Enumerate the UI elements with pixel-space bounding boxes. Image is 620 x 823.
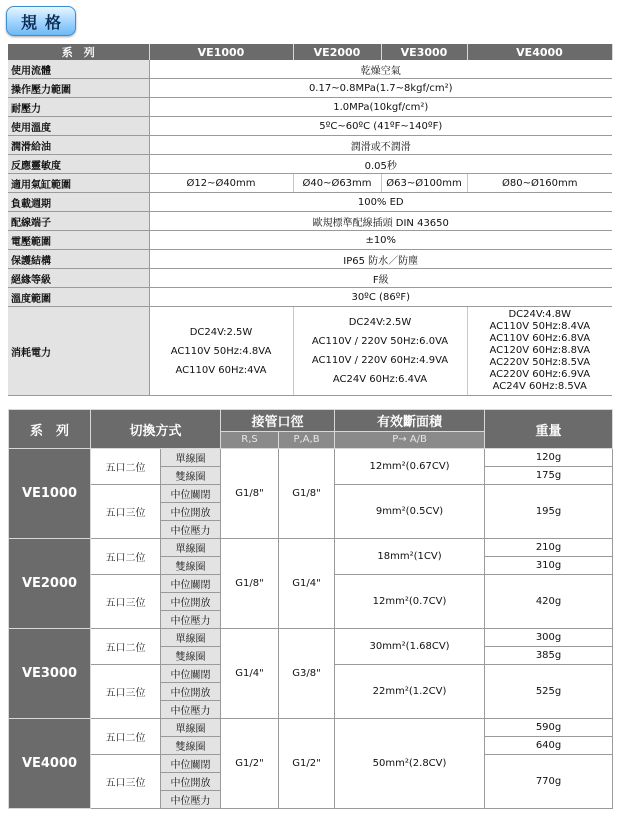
position-two: 五口二位	[91, 629, 161, 665]
weight-single: 210g	[485, 539, 613, 557]
weight-single: 120g	[485, 449, 613, 467]
position-two: 五口二位	[91, 449, 161, 485]
models-header-area-sub: P→ A/B	[335, 431, 485, 448]
spec-table	[8, 44, 613, 396]
coil-single: 單線圈	[161, 449, 221, 467]
model-ve1000: VE1000	[9, 449, 91, 539]
model-ve2000: VE2000	[9, 539, 91, 629]
power-line: AC120V 60Hz:8.8VA	[489, 345, 591, 356]
coil-center-closed: 中位關閉	[161, 665, 221, 683]
value-duty: 100% ED	[149, 193, 612, 212]
power-line: AC24V 60Hz:6.4VA	[332, 374, 428, 385]
coil-double: 雙線圈	[161, 557, 221, 575]
power-line: AC110V / 220V 50Hz:6.0VA	[311, 336, 449, 347]
port-rs: G1/8"	[221, 539, 279, 629]
models-table	[8, 409, 613, 809]
label-fluid: 使用流體	[8, 60, 149, 79]
position-three: 五口三位	[91, 755, 161, 809]
value-cylinder-ve4000: Ø80~Ø160mm	[467, 174, 612, 193]
value-insulation: F級	[149, 269, 612, 288]
power-line: AC220V 50Hz:8.5VA	[489, 357, 591, 368]
label-lube: 潤滑給油	[8, 136, 149, 155]
header-series: 系 列	[8, 44, 149, 60]
value-temprange: 30ºC (86ºF)	[149, 288, 612, 307]
coil-center-pressure: 中位壓力	[161, 521, 221, 539]
power-line: AC110V 60Hz:6.8VA	[489, 333, 591, 344]
label-insulation: 絕緣等級	[8, 269, 149, 288]
models-header-area: 有效斷面積	[335, 410, 485, 432]
models-header-switch: 切換方式	[91, 410, 221, 449]
model-ve4000: VE4000	[9, 719, 91, 809]
power-line: DC24V:2.5W	[189, 326, 253, 338]
weight-double: 385g	[485, 647, 613, 665]
weight-double: 640g	[485, 737, 613, 755]
power-ve4000	[467, 307, 612, 396]
coil-single: 單線圈	[161, 539, 221, 557]
power-line: DC24V:4.8W	[508, 309, 572, 320]
label-response: 反應靈敏度	[8, 155, 149, 174]
area-two: 30mm²(1.68CV)	[335, 629, 485, 665]
coil-center-closed: 中位關閉	[161, 575, 221, 593]
header-ve3000: VE3000	[381, 44, 467, 60]
coil-center-open: 中位開放	[161, 773, 221, 791]
coil-center-pressure: 中位壓力	[161, 701, 221, 719]
port-pab: G1/8"	[279, 449, 335, 539]
weight-three: 770g	[485, 755, 613, 809]
label-proof: 耐壓力	[8, 98, 149, 117]
coil-center-open: 中位開放	[161, 593, 221, 611]
power-line: DC24V:2.5W	[348, 317, 412, 328]
models-header-series: 系 列	[9, 410, 91, 449]
position-two: 五口二位	[91, 539, 161, 575]
port-pab: G1/4"	[279, 539, 335, 629]
coil-double: 雙線圈	[161, 737, 221, 755]
power-ve1000	[149, 307, 293, 396]
port-rs: G1/8"	[221, 449, 279, 539]
weight-single: 300g	[485, 629, 613, 647]
coil-center-pressure: 中位壓力	[161, 791, 221, 809]
weight-three: 195g	[485, 485, 613, 539]
label-protection: 保護結構	[8, 250, 149, 269]
models-header-rs: R,S	[221, 431, 279, 448]
position-three: 五口三位	[91, 485, 161, 539]
label-cylinder: 適用氣缸範圍	[8, 174, 149, 193]
label-pressure: 操作壓力範圍	[8, 79, 149, 98]
position-three: 五口三位	[91, 665, 161, 719]
coil-center-closed: 中位關閉	[161, 485, 221, 503]
value-cylinder-ve3000: Ø63~Ø100mm	[381, 174, 467, 193]
header-ve4000: VE4000	[467, 44, 612, 60]
area-two: 12mm²(0.67CV)	[335, 449, 485, 485]
value-protection: IP65 防水／防塵	[149, 250, 612, 269]
port-rs: G1/4"	[221, 629, 279, 719]
label-voltage: 電壓範圍	[8, 231, 149, 250]
value-proof: 1.0MPa(10kgf/cm²)	[149, 98, 612, 117]
area-all: 50mm²(2.8CV)	[335, 719, 485, 809]
area-three: 9mm²(0.5CV)	[335, 485, 485, 539]
value-cylinder-ve1000: Ø12~Ø40mm	[149, 174, 293, 193]
value-lube: 潤滑或不潤滑	[149, 136, 612, 155]
port-pab: G1/2"	[279, 719, 335, 809]
coil-center-open: 中位開放	[161, 503, 221, 521]
position-three: 五口三位	[91, 575, 161, 629]
coil-center-pressure: 中位壓力	[161, 611, 221, 629]
weight-double: 310g	[485, 557, 613, 575]
value-pressure: 0.17~0.8MPa(1.7~8kgf/cm²)	[149, 79, 612, 98]
coil-single: 單線圈	[161, 719, 221, 737]
position-two: 五口二位	[91, 719, 161, 755]
label-terminal: 配線端子	[8, 212, 149, 231]
weight-three: 420g	[485, 575, 613, 629]
label-temp: 使用溫度	[8, 117, 149, 136]
area-two: 18mm²(1CV)	[335, 539, 485, 575]
value-terminal: 歐規標準配線插頭 DIN 43650	[149, 212, 612, 231]
header-ve2000: VE2000	[293, 44, 381, 60]
coil-center-open: 中位開放	[161, 683, 221, 701]
label-duty: 負載週期	[8, 193, 149, 212]
power-line: AC110V 50Hz:4.8VA	[170, 345, 272, 357]
coil-single: 單線圈	[161, 629, 221, 647]
power-line: AC24V 60Hz:8.5VA	[492, 381, 587, 392]
power-line: AC110V 50Hz:8.4VA	[489, 321, 591, 332]
spec-header-row	[8, 44, 612, 60]
models-header-weight: 重量	[485, 410, 613, 449]
models-header-pab: P,A,B	[279, 431, 335, 448]
coil-double: 雙線圈	[161, 647, 221, 665]
coil-double: 雙線圈	[161, 467, 221, 485]
power-line: AC110V 60Hz:4VA	[175, 364, 267, 376]
power-line: AC110V / 220V 60Hz:4.9VA	[311, 355, 449, 366]
coil-center-closed: 中位關閉	[161, 755, 221, 773]
models-header-port: 接管口徑	[221, 410, 335, 432]
power-line: AC220V 60Hz:6.9VA	[489, 369, 591, 380]
header-ve1000: VE1000	[149, 44, 293, 60]
area-three: 22mm²(1.2CV)	[335, 665, 485, 719]
label-temprange: 溫度範圍	[8, 288, 149, 307]
spec-title-badge: 規格	[6, 6, 76, 36]
value-voltage: ±10%	[149, 231, 612, 250]
model-ve3000: VE3000	[9, 629, 91, 719]
power-ve2000-ve3000	[293, 307, 467, 396]
value-fluid: 乾燥空氣	[149, 60, 612, 79]
value-cylinder-ve2000: Ø40~Ø63mm	[293, 174, 381, 193]
port-pab: G3/8"	[279, 629, 335, 719]
area-three: 12mm²(0.7CV)	[335, 575, 485, 629]
value-temp: 5ºC~60ºC (41ºF~140ºF)	[149, 117, 612, 136]
port-rs: G1/2"	[221, 719, 279, 809]
weight-single: 590g	[485, 719, 613, 737]
value-response: 0.05秒	[149, 155, 612, 174]
weight-three: 525g	[485, 665, 613, 719]
weight-double: 175g	[485, 467, 613, 485]
label-power: 消耗電力	[8, 307, 149, 396]
